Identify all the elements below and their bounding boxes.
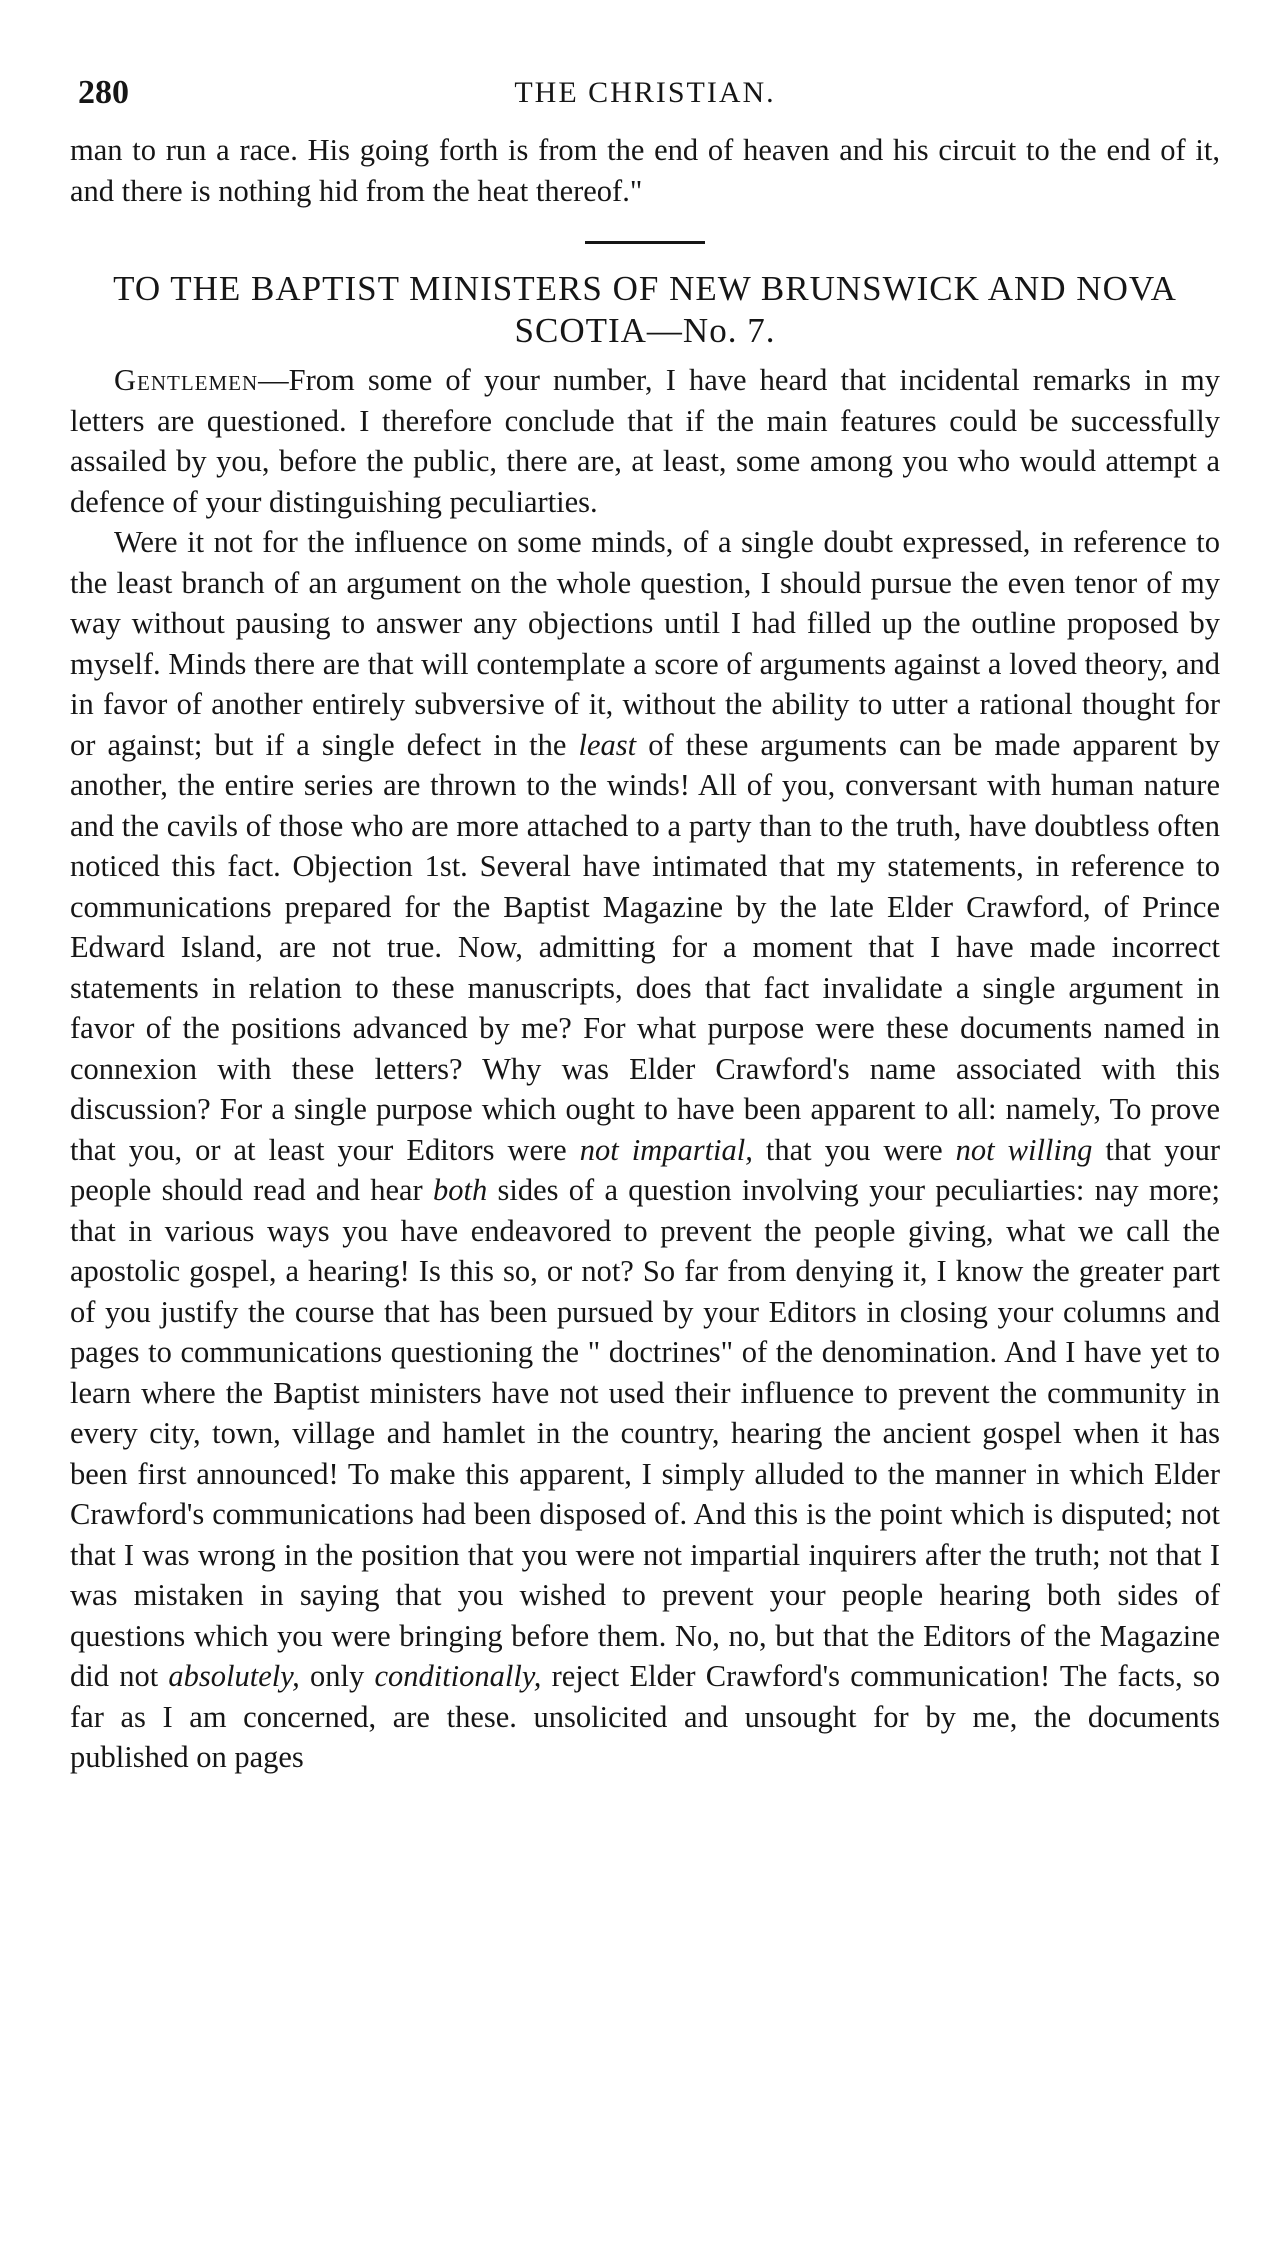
running-title: THE CHRISTIAN. xyxy=(514,76,776,109)
emphasis-both: both xyxy=(433,1173,488,1207)
page-number: 280 xyxy=(78,74,129,111)
emphasis-not-willing: not willing xyxy=(955,1132,1093,1167)
paragraph-2-text-6: only xyxy=(309,1659,365,1693)
emphasis-not-impartial: not impartial, xyxy=(579,1132,753,1167)
emphasis-conditionally: conditionally, xyxy=(374,1659,542,1693)
paragraph-1 xyxy=(70,360,1220,522)
paragraph-2 xyxy=(70,522,1220,1778)
paragraph-2-text-5: sides of a question involving your peculiarties: nay more; that in various ways you have endeavored to prevent the people giving, what we call the apostolic gospel, a hearing! Is this so, or not? So far from denying it, I know the greater part of you justify the course that has been pursued by your Editors in closing your columns and pages to communications questioning the " doctrines" of the denomination. And I have yet to learn where the Baptist ministers have not used their influence to prevent the community in every city, town, village and hamlet in the country, hearing the ancient gospel when it has been first announced! To make this apparent, I simply alluded to the manner in which Elder Crawford's communications had been disposed of. And this is the point which is disputed; not that I was wrong in the position that you were not impartial inquirers after the truth; not that I was mistaken in saying that you wished to prevent your people hearing both sides of questions which you were bringing before them. No, no, but that the Editors of the Magazine did not xyxy=(70,1173,1221,1693)
running-head xyxy=(70,60,1220,120)
paragraph-1-text: —From some of your number, I have heard that incidental remarks in my letters are questioned. I therefore conclude that if the main features could be successfully assailed by you, before the public, there are, at least, some among you who would attempt a defence of your distinguishing peculiarties. xyxy=(70,363,1220,519)
paragraph-2-text-1: Were it not for the influence on some minds, of a single doubt expressed, in reference to the least branch of an argument on the whole question, I should pursue the even tenor of my way without pausing to answer any objections until I had filled up the outline proposed by myself. Minds there are that will contemplate a score of arguments against a loved theory, and in favor of another entirely subversive of it, without the ability to utter a rational thought for or against; but if a single defect in the xyxy=(70,525,1220,762)
book-page xyxy=(70,60,1220,1778)
paragraph-2-text-2: of these arguments can be made apparent by another, the entire series are thrown to the winds! All of you, conversant with human nature and the cavils of those who are more attached to a party than to the truth, have doubtless often noticed this fact. Objection 1st. Several have intimated that my statements, in reference to communications prepared for the Baptist Magazine by the late Elder Crawford, of Prince Edward Island, are not true. Now, admitting for a moment that I have made incorrect statements in relation to these manuscripts, does that fact invalidate a single argument in favor of the positions advanced by me? For what purpose were these documents named in connexion with these letters? Why was Elder Crawford's name associated with this discussion? For a single purpose which ought to have been apparent to all: namely, To prove that you, or at least your Editors were xyxy=(70,727,1221,1167)
paragraph-2-text-7: reject Elder Crawford's communication! The facts, so far as I am concerned, are these. unsolicited and unsought for by me, the documents published on pages xyxy=(70,1659,1221,1774)
article-title: TO THE BAPTIST MINISTERS OF NEW BRUNSWICK AND NOVA SCOTIA—No. 7. xyxy=(113,269,1177,350)
carry-over-paragraph: man to run a race. His going forth is from the end of heaven and his circuit to the end of it, and there is nothing hid from the heat thereof." xyxy=(70,133,1220,208)
emphasis-least: least xyxy=(578,727,637,762)
paragraph-2-text-4: that your people should read and hear xyxy=(70,1132,1221,1207)
emphasis-absolutely: absolutely, xyxy=(168,1659,300,1693)
paragraph-2-text-3: that you were xyxy=(765,1132,943,1167)
salutation: Gentlemen xyxy=(114,363,259,397)
section-divider-rule xyxy=(585,241,705,244)
